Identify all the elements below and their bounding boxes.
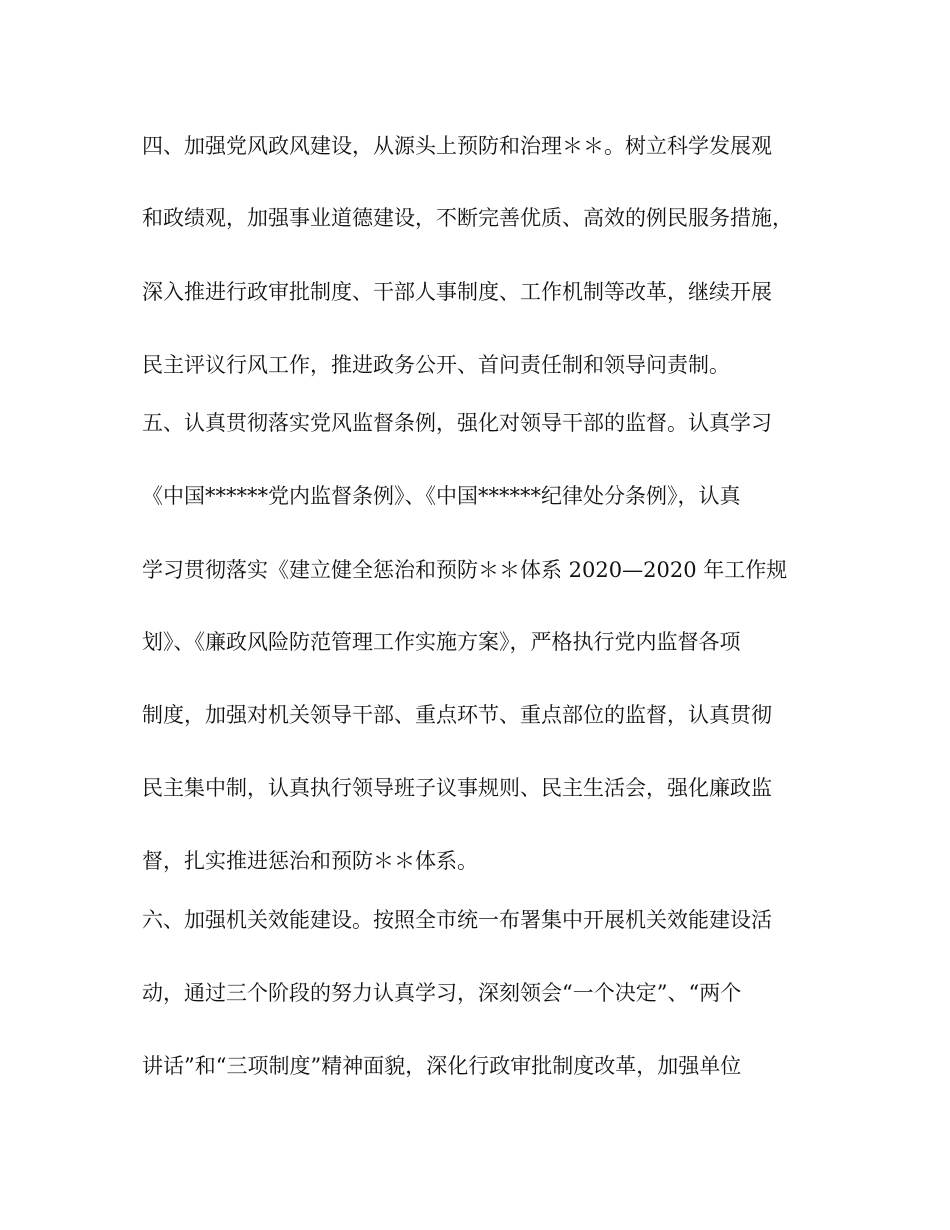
text-line-12: 六、加强机关效能建设。按照全市统一布署集中开展机关效能建设活 bbox=[142, 908, 772, 932]
text-line-8: 划》、《廉政风险防范管理工作实施方案》，严格执行党内监督各项 bbox=[142, 630, 741, 654]
text-line-2: 和政绩观，加强事业道德建设，不断完善优质、高效的例民服务措施， bbox=[142, 206, 793, 230]
text-line-11: 督，扎实推进惩治和预防＊＊体系。 bbox=[142, 849, 478, 873]
text-line-4: 民主评议行风工作，推进政务公开、首问责任制和领导问责制。 bbox=[142, 353, 730, 377]
text-line-14: 讲话”和“三项制度”精神面貌，深化行政审批制度改革，加强单位 bbox=[142, 1054, 742, 1078]
text-line-5: 五、认真贯彻落实党风监督条例，强化对领导干部的监督。认真学习 bbox=[142, 411, 772, 435]
text-line-1: 四、加强党风政风建设，从源头上预防和治理＊＊。树立科学发展观 bbox=[142, 134, 772, 158]
text-line-9: 制度，加强对机关领导干部、重点环节、重点部位的监督，认真贯彻 bbox=[142, 703, 772, 727]
text-line-7: 学习贯彻落实《建立健全惩治和预防＊＊体系 2020—2020 年工作规 bbox=[142, 558, 788, 582]
text-line-13: 动，通过三个阶段的努力认真学习，深刻领会“一个决定”、“两个 bbox=[142, 981, 742, 1005]
text-line-10: 民主集中制，认真执行领导班子议事规则、民主生活会，强化廉政监 bbox=[142, 776, 772, 800]
text-line-6: 《中国******党内监督条例》、《中国******纪律处分条例》，认真 bbox=[142, 484, 741, 508]
text-line-3: 深入推进行政审批制度、干部人事制度、工作机制等改革，继续开展 bbox=[142, 280, 772, 304]
